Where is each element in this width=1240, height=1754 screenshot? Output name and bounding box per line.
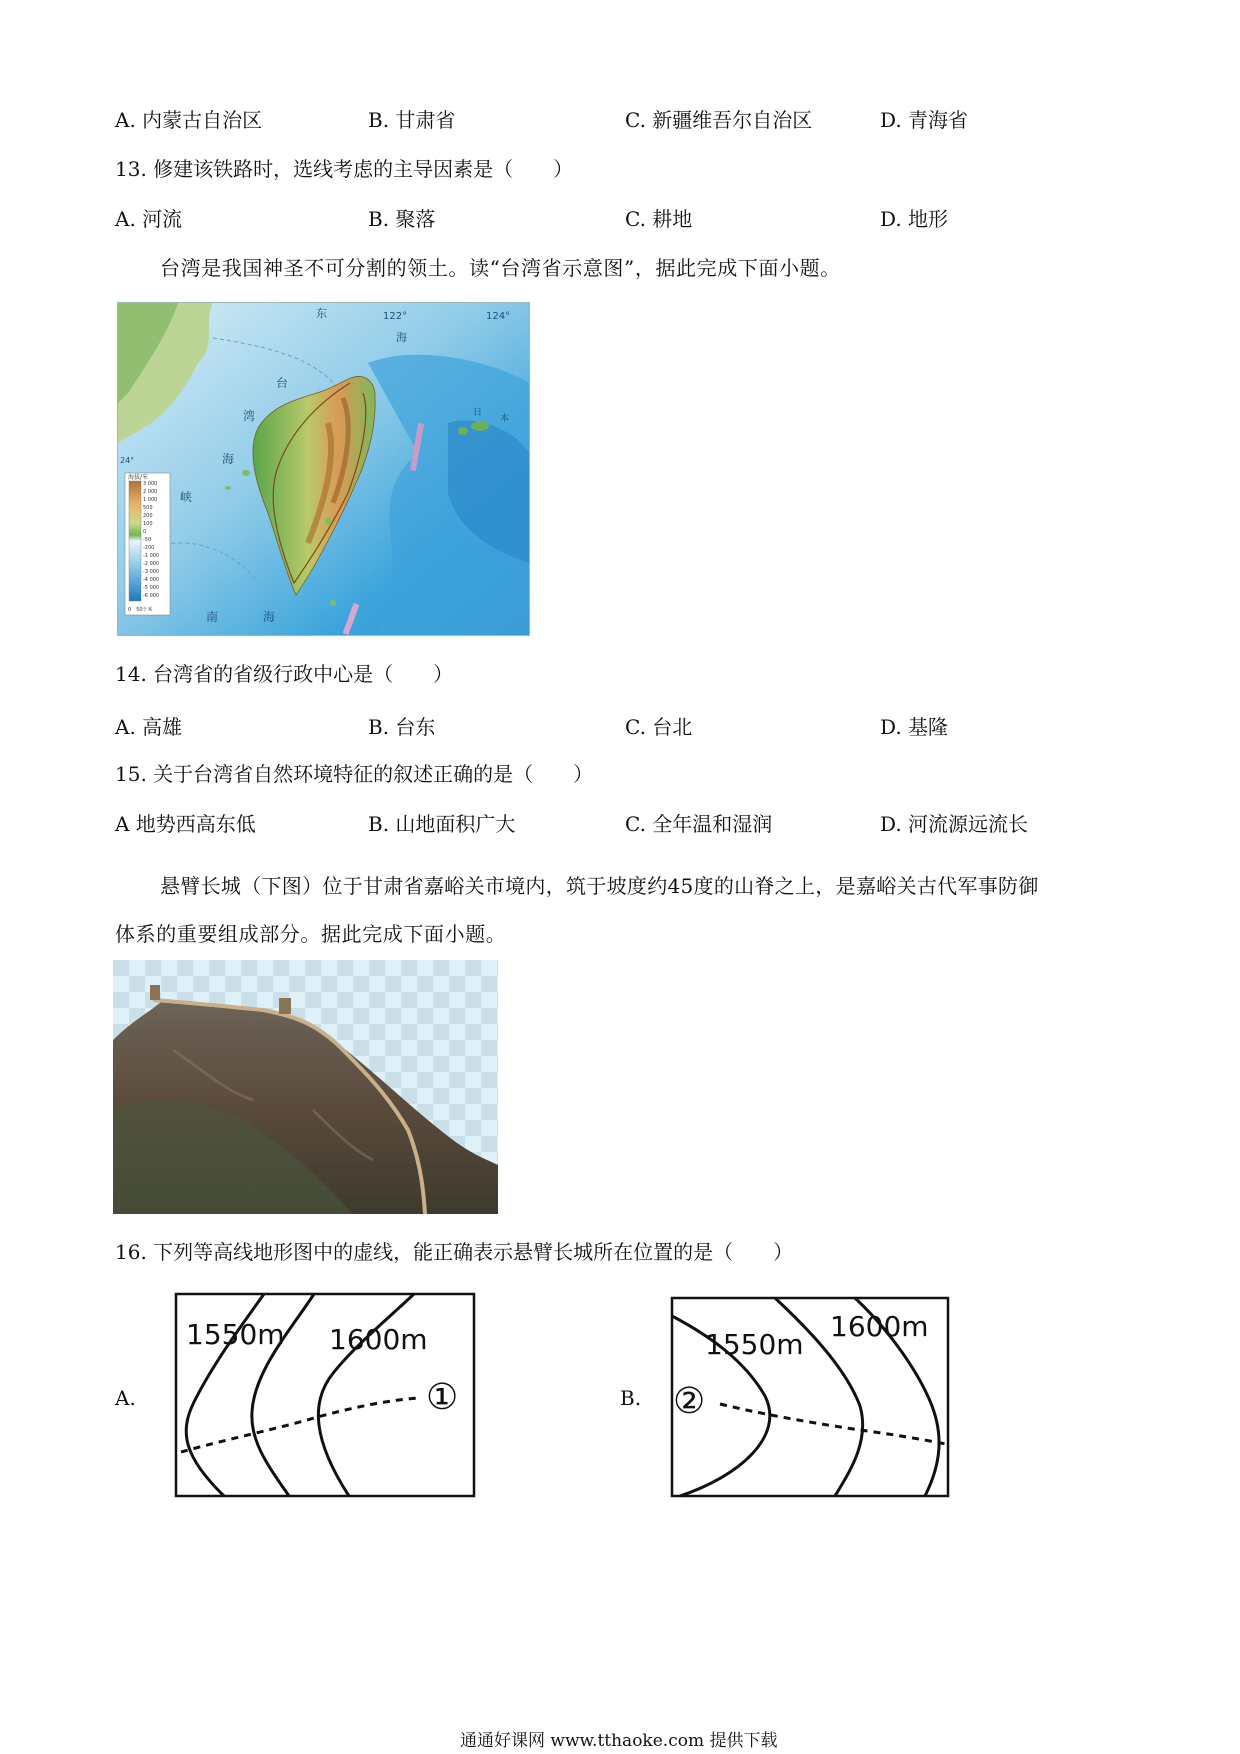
map-label-nan: 南 — [206, 610, 219, 624]
intro-wall-line1: 悬臂长城（下图）位于甘肃省嘉峪关市境内，筑于坡度约45度的山脊之上，是嘉峪关古代军事防御 — [160, 874, 1039, 898]
legend-value: -5 000 — [143, 585, 160, 591]
legend-value: 200 — [143, 513, 153, 519]
q12-option-d: D. 青海省 — [880, 108, 969, 132]
q16-option-b-label: B. — [620, 1386, 642, 1410]
map-label-dong: 东 — [316, 307, 327, 320]
legend-value: 2 000 — [143, 489, 158, 495]
q12-option-b: B. 甘肃省 — [368, 108, 456, 132]
contour-diagram-a — [174, 1292, 476, 1498]
q13-option-b: B. 聚落 — [368, 207, 436, 231]
q14-option-b: B. 台东 — [368, 715, 436, 739]
q14-option-d: D. 基隆 — [880, 715, 949, 739]
map-label-hai-south: 海 — [263, 610, 276, 624]
legend-value: 1 000 — [143, 497, 158, 503]
q15-option-d: D. 河流源远流长 — [880, 812, 1029, 836]
contour-diagram-b — [670, 1296, 950, 1498]
q13-option-a: A. 河流 — [115, 207, 183, 231]
contour-a-label-1600: 1600m — [329, 1323, 428, 1356]
q14-stem: 14. 台湾省的省级行政中心是（ ） — [115, 662, 454, 686]
legend-value: 100 — [143, 521, 153, 527]
q12-option-a: A. 内蒙古自治区 — [115, 108, 263, 132]
great-wall-photo — [113, 960, 498, 1214]
q14-option-c: C. 台北 — [625, 715, 693, 739]
q16-stem: 16. 下列等高线地形图中的虚线，能正确表示悬臂长城所在位置的是（ ） — [115, 1240, 794, 1264]
q14-option-a: A. 高雄 — [115, 715, 183, 739]
legend-value: 500 — [143, 505, 153, 511]
q15-option-b: B. 山地面积广大 — [368, 812, 516, 836]
q13-option-d: D. 地形 — [880, 207, 949, 231]
contour-a-label-1550: 1550m — [186, 1318, 285, 1351]
intro-taiwan: 台湾是我国神圣不可分割的领土。读“台湾省示意图”，据此完成下面小题。 — [160, 256, 841, 280]
watchtower-1 — [150, 985, 160, 1000]
marker-2: ② — [673, 1381, 706, 1422]
legend-value: -4 000 — [143, 577, 160, 583]
legend-title: 海拔/米 — [128, 474, 149, 481]
map-scale: 0 50千米 — [128, 607, 153, 613]
legend-value: -1 000 — [143, 553, 160, 559]
map-label-xia: 峡 — [180, 490, 193, 504]
legend-value: -200 — [143, 545, 155, 551]
q15-option-c: C. 全年温和湿润 — [625, 812, 773, 836]
taiwan-map — [117, 302, 530, 636]
intro-wall-line2: 体系的重要组成部分。据此完成下面小题。 — [115, 922, 507, 946]
watchtower-2 — [279, 998, 291, 1014]
map-label-ben: 本 — [500, 414, 510, 424]
q13-stem: 13. 修建该铁路时，选线考虑的主导因素是（ ） — [115, 157, 574, 181]
map-label-wan-strait: 湾 — [243, 409, 256, 423]
map-label-lon1: 122° — [383, 311, 408, 322]
q12-option-c: C. 新疆维吾尔自治区 — [625, 108, 813, 132]
marker-1: ① — [426, 1377, 459, 1418]
legend-value: -2 000 — [143, 561, 160, 567]
map-label-ri: 日 — [473, 408, 483, 418]
q16-option-a-label: A. — [115, 1386, 136, 1410]
map-label-hai-top: 海 — [396, 331, 407, 344]
legend-value: -50 — [143, 537, 152, 543]
legend-value: 3 000 — [143, 481, 158, 487]
q15-option-a: A 地势西高东低 — [115, 812, 256, 836]
contour-b-label-1600: 1600m — [830, 1310, 929, 1343]
contour-b-label-1550: 1550m — [705, 1328, 804, 1361]
legend-value: -3 000 — [143, 569, 160, 575]
q13-option-c: C. 耕地 — [625, 207, 693, 231]
q15-stem: 15. 关于台湾省自然环境特征的叙述正确的是（ ） — [115, 762, 594, 786]
legend-value: -6 000 — [143, 593, 160, 599]
map-label-tai-strait: 台 — [276, 376, 289, 390]
map-label-lat: 24° — [120, 456, 135, 465]
map-label-hai-strait: 海 — [222, 452, 235, 466]
page-footer: 通通好课网 www.tthaoke.com 提供下载 — [460, 1731, 778, 1751]
legend-value: 0 — [143, 529, 147, 535]
map-label-lon2: 124° — [486, 311, 511, 322]
